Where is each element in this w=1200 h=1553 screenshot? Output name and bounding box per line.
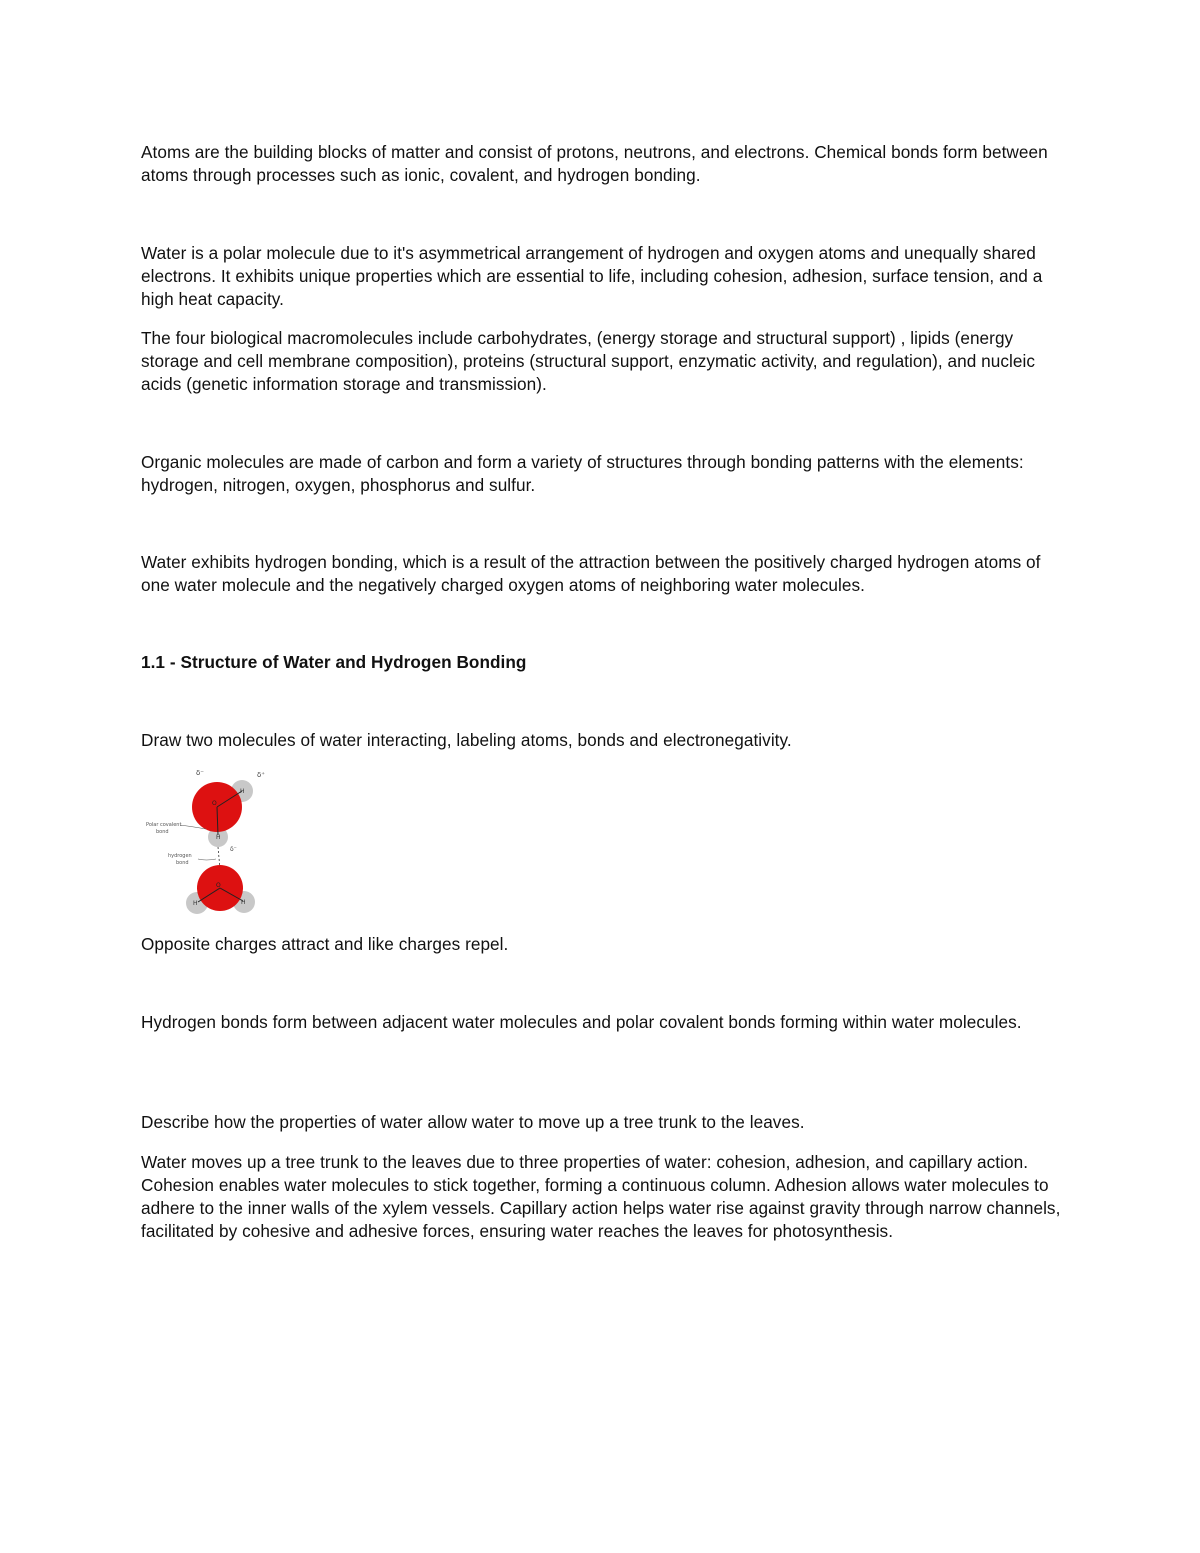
paragraph-macromolecules: The four biological macromolecules include carbohydrates, (energy storage and structural support) , lipids (energy storage and cell membrane composition), proteins (structural support, enzymatic activity, and regulation), and nucleic acids (genetic information storage and transmission).	[141, 328, 1036, 394]
svg-text:H: H	[240, 788, 245, 795]
svg-text:H: H	[216, 834, 221, 841]
svg-text:Polar covalent: Polar covalent	[146, 822, 182, 828]
water-molecules-drawing	[140, 765, 280, 917]
paragraph-hydrogen-bonding: Water exhibits hydrogen bonding, which is a result of the attraction between the positively charged hydrogen atoms of one water molecule and the negatively charged oxygen atoms of neighboring water molecules.	[141, 552, 1041, 595]
svg-text:δ⁺: δ⁺	[257, 771, 265, 779]
paragraph-bond-types: Hydrogen bonds form between adjacent water molecules and polar covalent bonds forming within water molecules.	[141, 1012, 1022, 1032]
paragraph-charges: Opposite charges attract and like charges repel.	[141, 934, 509, 954]
svg-text:bond: bond	[156, 829, 169, 835]
svg-text:O: O	[216, 882, 221, 889]
section-heading: 1.1 - Structure of Water and Hydrogen Bonding	[141, 652, 527, 672]
svg-text:H: H	[193, 900, 198, 907]
paragraph-water-polarity: Water is a polar molecule due to it's asymmetrical arrangement of hydrogen and oxygen atoms and unequally shared electrons. It exhibits unique properties which are essential to life, including cohesion, adhesion, surface tension, and a high heat capacity.	[141, 243, 1043, 309]
paragraph-organic-molecules: Organic molecules are made of carbon and form a variety of structures through bonding patterns with the elements: hydrogen, nitrogen, oxygen, phosphorus and sulfur.	[141, 452, 1024, 495]
svg-text:bond: bond	[176, 860, 189, 866]
paragraph-atoms: Atoms are the building blocks of matter and consist of protons, neutrons, and electrons. Chemical bonds form between atoms through processes such as ionic, covalent, and hydrogen bonding.	[141, 142, 1048, 185]
svg-text:hydrogen: hydrogen	[168, 853, 192, 859]
svg-text:H: H	[241, 899, 246, 906]
paragraph-tree-answer: Water moves up a tree trunk to the leaves due to three properties of water: cohesion, adhesion, and capillary action. Cohesion enables water molecules to stick together, forming a continuous column. Adhesion allows water molecules to adhere to the inner walls of the xylem vessels. Capillary action helps water rise against gravity through narrow channels, facilitated by cohesive and adhesive forces, ensuring water reaches the leaves for photosynthesis.	[141, 1152, 1061, 1241]
paragraph-draw-prompt: Draw two molecules of water interacting, labeling atoms, bonds and electronegativity.	[141, 730, 792, 750]
svg-text:δ⁻: δ⁻	[196, 769, 204, 777]
paragraph-tree-prompt: Describe how the properties of water allow water to move up a tree trunk to the leaves.	[141, 1112, 805, 1132]
svg-text:δ⁻: δ⁻	[230, 846, 237, 853]
svg-text:O: O	[212, 800, 217, 807]
